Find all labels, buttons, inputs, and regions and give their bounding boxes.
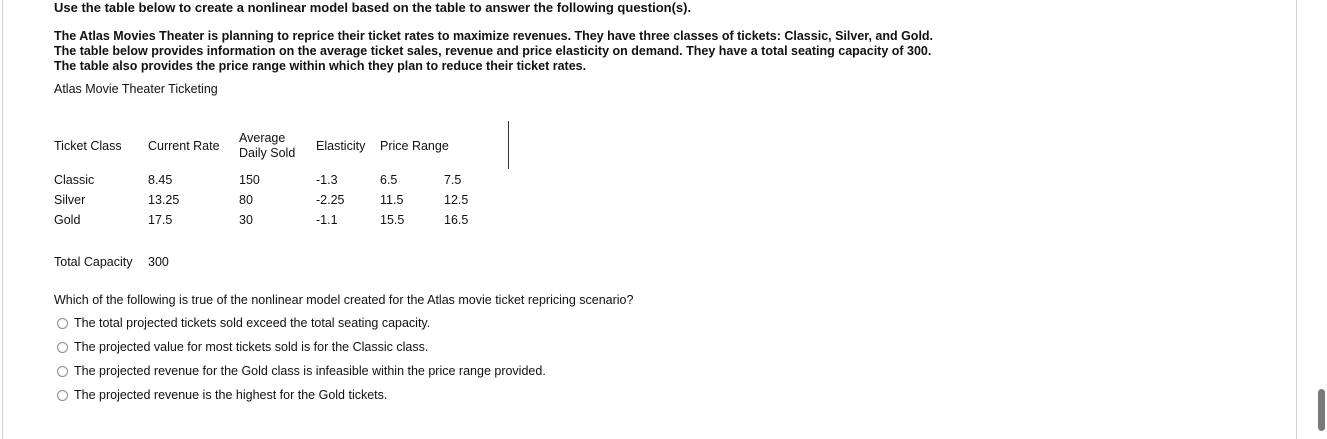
cell-class: Silver — [54, 193, 86, 207]
table-divider — [508, 121, 509, 169]
radio-button[interactable] — [57, 390, 68, 401]
cell-elasticity: -1.1 — [316, 213, 338, 227]
cell-sold: 150 — [239, 173, 260, 187]
cell-range-low: 15.5 — [380, 213, 405, 227]
header-ticket-class: Ticket Class — [54, 139, 122, 153]
option-label: The projected revenue is the highest for the Gold tickets. — [74, 388, 388, 402]
header-current-rate: Current Rate — [148, 139, 220, 153]
cell-range-low: 6.5 — [380, 173, 398, 187]
cell-rate: 8.45 — [148, 173, 173, 187]
cell-range-high: 7.5 — [444, 173, 462, 187]
instruction-text: Use the table below to create a nonlinear model based on the table to answer the following question(s). — [54, 0, 692, 15]
problem-line-3: The table also provides the price range within which they plan to reduce their ticket rates. — [54, 59, 587, 73]
problem-line-2: The table below provides information on the average ticket sales, revenue and price elasticity on demand. They have a total seating capacity of 300. — [54, 44, 932, 58]
question-text: Which of the following is true of the nonlinear model created for the Atlas movie ticket repricing scenario? — [54, 293, 634, 307]
problem-line-1: The Atlas Movies Theater is planning to reprice their ticket rates to maximize revenues. They have three classes of tickets: Classic, Silver, and Gold. — [54, 29, 934, 43]
radio-button[interactable] — [57, 342, 68, 353]
cell-range-low: 11.5 — [380, 193, 404, 207]
capacity-label: Total Capacity — [54, 255, 133, 269]
capacity-value: 300 — [148, 255, 169, 269]
radio-button[interactable] — [57, 366, 68, 377]
cell-rate: 13.25 — [148, 193, 180, 207]
answer-option[interactable] — [57, 388, 387, 402]
cell-elasticity: -1.3 — [316, 173, 338, 187]
option-label: The projected revenue for the Gold class is infeasible within the price range provided. — [74, 364, 546, 378]
header-average: Average — [239, 131, 286, 145]
cell-sold: 30 — [239, 213, 253, 227]
option-label: The projected value for most tickets sold is for the Classic class. — [74, 340, 429, 354]
cell-sold: 80 — [239, 193, 253, 207]
cell-range-high: 12.5 — [444, 193, 469, 207]
table-title: Atlas Movie Theater Ticketing — [54, 82, 218, 96]
scrollbar-thumb[interactable] — [1318, 389, 1325, 431]
cell-class: Gold — [54, 213, 81, 227]
cell-range-high: 16.5 — [444, 213, 469, 227]
header-price-range: Price Range — [380, 139, 449, 153]
problem-statement — [54, 29, 1054, 74]
radio-button[interactable] — [57, 318, 68, 329]
scrollbar-track[interactable] — [1298, 0, 1327, 439]
header-elasticity: Elasticity — [316, 139, 366, 153]
cell-elasticity: -2.25 — [316, 193, 345, 207]
cell-rate: 17.5 — [148, 213, 173, 227]
option-label: The total projected tickets sold exceed the total seating capacity. — [74, 316, 431, 330]
answer-option[interactable] — [57, 340, 428, 354]
header-daily-sold: Daily Sold — [239, 146, 296, 160]
cell-class: Classic — [54, 173, 95, 187]
answer-option[interactable] — [57, 316, 430, 330]
answer-option[interactable] — [57, 364, 546, 378]
